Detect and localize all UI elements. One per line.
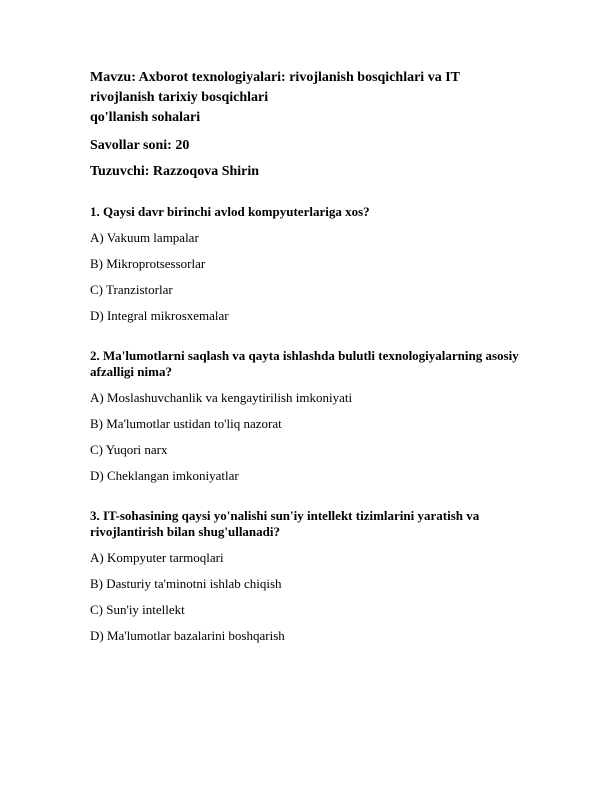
answer-option-a: A) Vakuum lampalar [90,230,199,245]
answer-option-d: D) Ma'lumotlar bazalarini boshqarish [90,628,285,643]
document-title [90,68,522,128]
title-line-1: Mavzu: Axborot texnologiyalari: rivojlanish bosqichlari va IT [90,70,460,85]
question-block-2 [90,348,522,484]
question-block-1 [90,204,522,324]
question-text: 2. Ma'lumotlarni saqlash va qayta ishlashda bulutli texnologiyalarning asosiy afzalligi nima? [90,348,519,379]
answer-option-b: B) Ma'lumotlar ustidan to'liq nazorat [90,416,282,431]
answer-option-c: C) Sun'iy intellekt [90,602,185,617]
question-text: 3. IT-sohasining qaysi yo'nalishi sun'iy intellekt tizimlarini yaratish va rivojlantirish bilan shug'ullanadi? [90,508,480,539]
answer-option-a: A) Kompyuter tarmoqlari [90,550,224,565]
author-line: Tuzuvchi: Razzoqova Shirin [90,164,260,179]
question-text: 1. Qaysi davr birinchi avlod kompyuterlariga xos? [90,204,370,219]
answer-option-d: D) Integral mikrosxemalar [90,308,229,323]
answer-option-b: B) Mikroprotsessorlar [90,256,206,271]
answer-option-b: B) Dasturiy ta'minotni ishlab chiqish [90,576,282,591]
title-line-3: qo'llanish sohalari [90,110,201,125]
answer-option-a: A) Moslashuvchanlik va kengaytirilish imkoniyati [90,390,353,405]
title-line-2: rivojlanish tarixiy bosqichlari [90,90,269,105]
answer-option-d: D) Cheklangan imkoniyatlar [90,468,239,483]
question-block-3 [90,508,522,644]
answer-option-c: C) Yuqori narx [90,442,168,457]
question-count: Savollar soni: 20 [90,138,190,153]
answer-option-c: C) Tranzistorlar [90,282,173,297]
